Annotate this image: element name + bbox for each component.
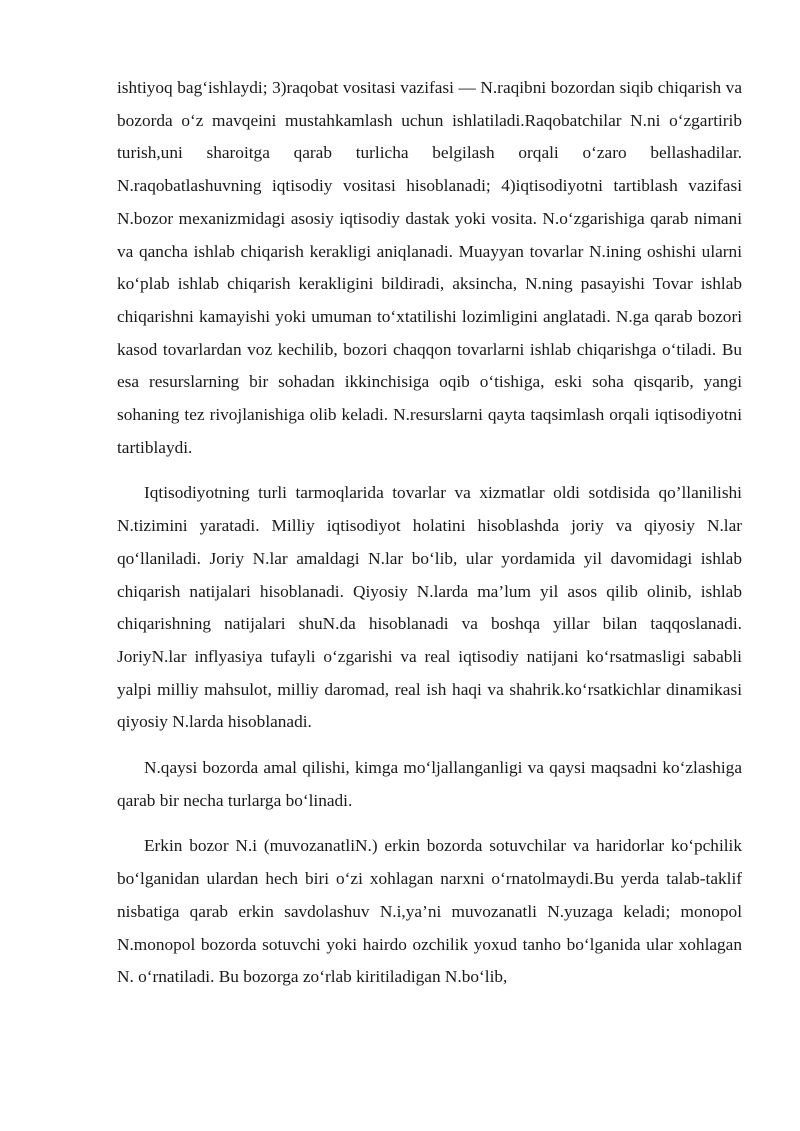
paragraph-price-system: Iqtisodiyotning turli tarmoqlarida tovarlar va xizmatlar oldi sotdisida qo’llanilishi N.tizimini yaratadi. Milliy iqtisodiyot holatini hisoblashda joriy va qiyosiy N.lar qo‘llaniladi. Joriy N.lar amaldagi N.lar bo‘lib, ular yordamida yil davomidagi ishlab chiqarish natijalari hisoblanadi. Qiyosiy N.larda ma’lum yil asos qilib olinib, ishlab chiqarishning natijalari shuN.da hisoblanadi va boshqa yillar bilan taqqoslanadi. JoriyN.lar inflyasiya tufayli o‘zgarishi va real iqtisodiy natijani ko‘rsatmasligi sababli yalpi milliy mahsulot, milliy daromad, real ish haqi va shahrik.ko‘rsatkichlar dinamikasi qiyosiy N.larda hisoblanadi.: [117, 483, 742, 732]
paragraph-price-functions: ishtiyoq bag‘ishlaydi; 3)raqobat vositasi vazifasi — N.raqibni bozordan siqib chiqarish va bozorda o‘z mavqeini mustahkamlash uchun ishlatiladi.Raqobatchilar N.ni o‘zgartirib turish,uni sharoitga qarab turlicha belgilash orqali o‘zaro bellashadilar. N.raqobatlashuvning iqtisodiy vositasi hisoblanadi; 4)iqtisodiyotni tartiblash vazifasi N.bozor mexanizmidagi asosiy iqtisodiy dastak yoki vosita. N.o‘zgarishiga qarab nimani va qancha ishlab chiqarish kerakligi aniqlanadi. Muayyan tovarlar N.ining oshishi ularni ko‘plab ishlab chiqarish kerakligini bildiradi, aksincha, N.ning pasayishi Tovar ishlab chiqarishni kamayishi yoki umuman to‘xtatilishi lozimligini anglatadi. N.ga qarab bozori kasod tovarlardan voz kechilib, bozori chaqqon tovarlarni ishlab chiqarishga o‘tiladi. Bu esa resurslarning bir sohadan ikkinchisiga oqib o‘tishiga, eski soha qisqarib, yangi sohaning tez rivojlanishiga olib keladi. N.resurslarni qayta taqsimlash orqali iqtisodiyotni tartiblaydi.: [117, 78, 742, 457]
paragraph-price-types-intro: N.qaysi bozorda amal qilishi, kimga mo‘ljallanganligi va qaysi maqsadni ko‘zlashiga qarab bir necha turlarga bo‘linadi.: [117, 758, 742, 810]
paragraph-free-market-price: Erkin bozor N.i (muvozanatliN.) erkin bozorda sotuvchilar va haridorlar ko‘pchilik bo‘lganidan ulardan hech biri o‘zi xohlagan narxni o‘rnatolmaydi.Bu yerda talab-taklif nisbatiga qarab erkin savdolashuv N.i,ya’ni muvozanatli N.yuzaga keladi; monopol N.monopol bozorda sotuvchi yoki hairdo ozchilik yoxud tanho bo‘lganida ular xohlagan N. o‘rnatiladi. Bu bozorga zo‘rlab kiritiladigan N.bo‘lib,: [117, 836, 742, 987]
paragraph-gap: [117, 464, 742, 477]
document-page: [117, 72, 742, 994]
paragraph-gap: [117, 739, 742, 752]
paragraph-gap: [117, 817, 742, 830]
